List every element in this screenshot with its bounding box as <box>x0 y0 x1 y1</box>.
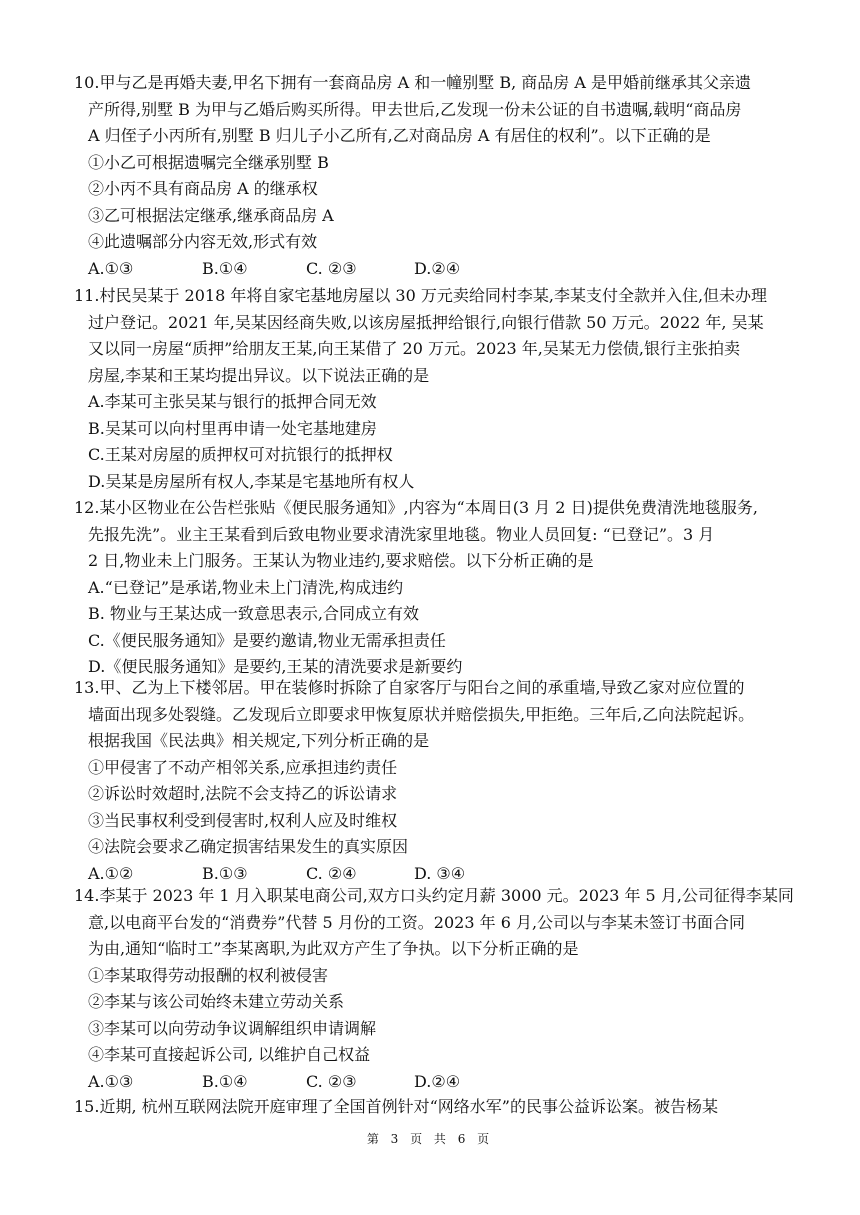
question-item: D.《便民服务通知》是要约,王某的清洗要求是新要约 <box>88 657 463 676</box>
option-d: D.②④ <box>414 1071 461 1091</box>
question-stem-line: 根据我国《民法典》相关规定,下列分析正确的是 <box>88 731 430 750</box>
question-item: B.吴某可以向村里再申请一处宅基地建房 <box>88 418 377 438</box>
question-stem-line: 12.某小区物业在公告栏张贴《便民服务通知》,内容为“本周日(3 月 2 日)提供免费清洗地毯服务, <box>74 498 758 517</box>
question-stem-line: 房屋,李某和王某均提出异议。以下说法正确的是 <box>88 365 430 385</box>
question-stem-line: 意,以电商平台发的“消费券”代替 5 月份的工资。2023 年 6 月,公司以与李某未签订书面合同 <box>88 912 746 932</box>
question-12 <box>74 495 794 681</box>
question-item: ④此遗嘱部分内容无效,形式有效 <box>88 232 318 251</box>
question-stem-line: 2 日,物业未上门服务。王某认为物业违约,要求赔偿。以下分析正确的是 <box>88 551 594 570</box>
question-item: B. 物业与王某达成一致意思表示,合同成立有效 <box>88 604 420 623</box>
question-11 <box>74 283 794 495</box>
question-item: ①小乙可根据遗嘱完全继承别墅 B <box>88 152 329 172</box>
question-stem-line: 先报先洗”。业主王某看到后致电物业要求清洗家里地毯。物业人员回复: “已登记”。3 月 <box>88 524 715 544</box>
option-d: D. ③④ <box>414 863 466 883</box>
question-10 <box>74 70 794 282</box>
question-15 <box>74 1094 794 1121</box>
question-stem-line: 墙面出现多处裂缝。乙发现后立即要求甲恢复原状并赔偿损失,甲拒绝。三年后,乙向法院起诉。 <box>88 704 755 724</box>
option-b: B.①③ <box>202 863 248 883</box>
question-stem-line: 10.甲与乙是再婚夫妻,甲名下拥有一套商品房 A 和一幢别墅 B, 商品房 A 是甲婚前继承其父亲遗 <box>74 73 752 92</box>
option-a: A.①③ <box>88 258 134 278</box>
question-item: ③李某可以向劳动争议调解组织申请调解 <box>88 1018 377 1038</box>
question-item: ②李某与该公司始终未建立劳动关系 <box>88 992 345 1011</box>
question-item: ①李某取得劳动报酬的权利被侵害 <box>88 965 329 985</box>
question-item: ②诉讼时效超时,法院不会支持乙的诉讼请求 <box>88 784 398 803</box>
option-c: C. ②④ <box>306 863 357 883</box>
question-stem-line: 13.甲、乙为上下楼邻居。甲在装修时拆除了自家客厅与阳台之间的承重墙,导致乙家对应位置的 <box>74 678 745 697</box>
question-stem-line: 11.村民吴某于 2018 年将自家宅基地房屋以 30 万元卖给同村李某,李某支付全款并入住,但未办理 <box>74 286 768 305</box>
question-item: ③当民事权利受到侵害时,权利人应及时维权 <box>88 810 398 830</box>
question-item: ④法院会要求乙确定损害结果发生的真实原因 <box>88 837 409 856</box>
question-item: A.李某可主张吴某与银行的抵押合同无效 <box>88 392 377 411</box>
option-a: A.①② <box>88 863 134 883</box>
question-item: ④李某可直接起诉公司, 以维护自己权益 <box>88 1045 371 1064</box>
question-14 <box>74 883 794 1095</box>
option-b: B.①④ <box>202 258 248 278</box>
question-13 <box>74 675 794 887</box>
question-item: C.王某对房屋的质押权可对抗银行的抵押权 <box>88 445 393 464</box>
question-item: ②小丙不具有商品房 A 的继承权 <box>88 179 318 198</box>
page-footer: 第 3 页 共 6 页 <box>366 1132 494 1146</box>
question-stem-line: 产所得,别墅 B 为甲与乙婚后购买所得。甲去世后,乙发现一份未公证的自书遗嘱,载明“商品房 <box>88 99 742 119</box>
option-c: C. ②③ <box>306 258 357 278</box>
option-c: C. ②③ <box>306 1071 357 1091</box>
answer-options <box>74 1069 794 1096</box>
option-b: B.①④ <box>202 1071 248 1091</box>
option-d: D.②④ <box>414 258 461 278</box>
question-stem-line: 15.近期, 杭州互联网法院开庭审理了全国首例针对“网络水军”的民事公益诉讼案。被告杨某 <box>74 1097 718 1116</box>
question-stem-line: 14.李某于 2023 年 1 月入职某电商公司,双方口头约定月薪 3000 元。2023 年 5 月,公司征得李某同 <box>74 886 794 905</box>
question-item: A.“已登记”是承诺,物业未上门清洗,构成违约 <box>88 577 404 597</box>
question-stem-line: 又以同一房屋“质押”给朋友王某,向王某借了 20 万元。2023 年,吴某无力偿债,银行主张拍卖 <box>88 339 740 358</box>
question-item: ①甲侵害了不动产相邻关系,应承担违约责任 <box>88 757 398 777</box>
question-item: D.吴某是房屋所有权人,李某是宅基地所有权人 <box>88 471 415 491</box>
answer-options <box>74 256 794 283</box>
question-item: C.《便民服务通知》是要约邀请,物业无需承担责任 <box>88 630 446 650</box>
question-stem-line: 过户登记。2021 年,吴某因经商失败,以该房屋抵押给银行,向银行借款 50 万元。2022 年, 吴某 <box>88 312 764 332</box>
question-stem-line: 为由,通知“临时工”李某离职,为此双方产生了争执。以下分析正确的是 <box>88 939 579 958</box>
question-stem-line: A 归侄子小丙所有,别墅 B 归儿子小乙所有,乙对商品房 A 有居住的权利”。以下正确的是 <box>88 126 711 145</box>
option-a: A.①③ <box>88 1071 134 1091</box>
question-item: ③乙可根据法定继承,继承商品房 A <box>88 205 334 225</box>
